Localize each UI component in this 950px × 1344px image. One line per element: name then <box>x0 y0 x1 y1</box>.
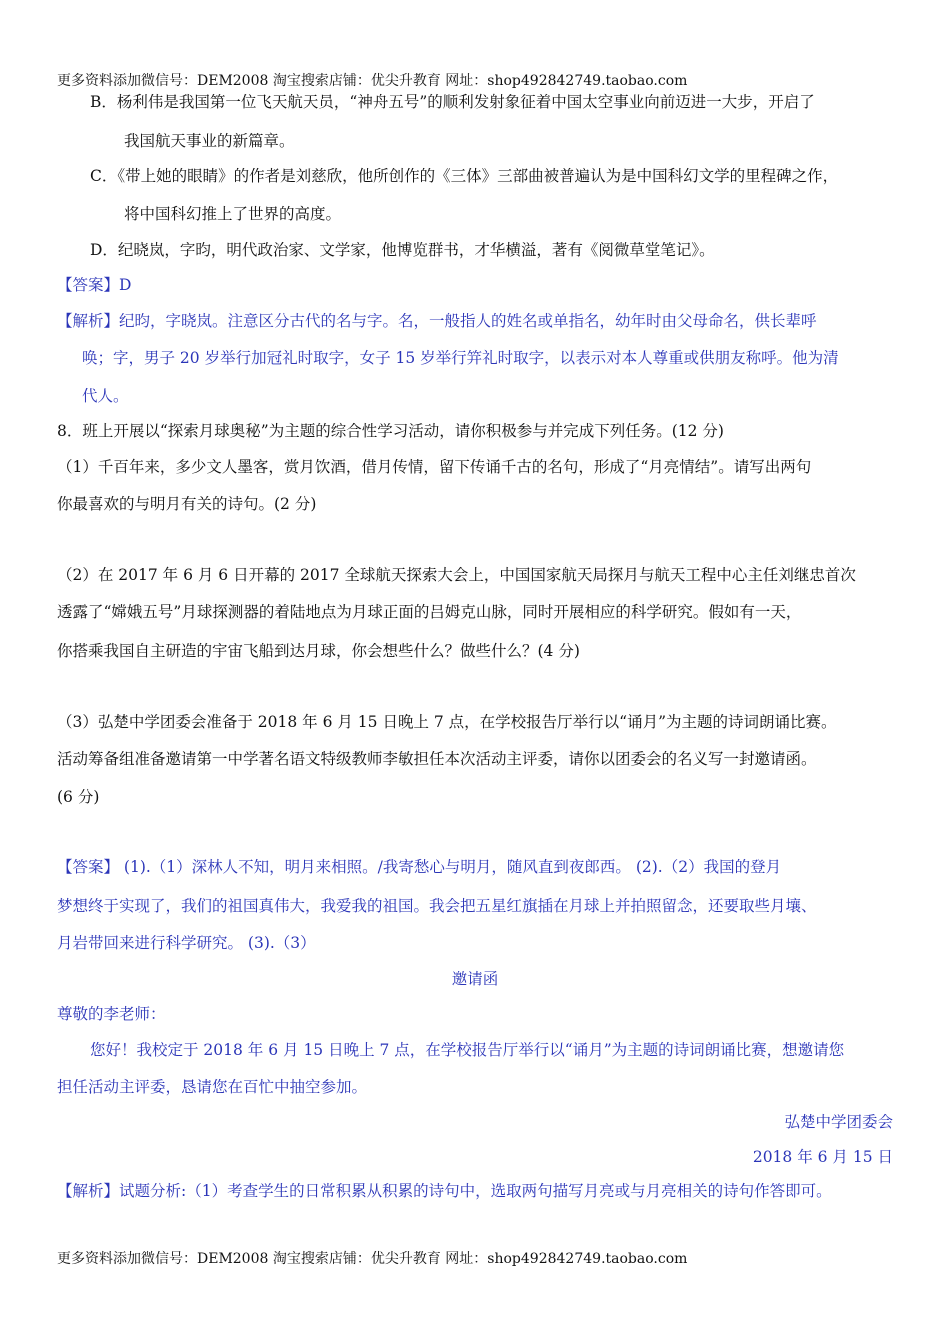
option-d: D．纪晓岚，字昀，明代政治家、文学家，他博览群书，才华横溢，著有《阅微草堂笔记》。 <box>90 241 715 259</box>
letter-date: 2018 年 6 月 15 日 <box>752 1148 893 1166</box>
q8-analysis: 【解析】试题分析:（1）考查学生的日常积累从积累的诗句中，选取两句描写月亮或与月亮相关的诗句作答即可。 <box>57 1182 832 1200</box>
option-c-line1: C．《带上她的眼睛》的作者是刘慈欣，他所创作的《三体》三部曲被普遍认为是中国科幻文学的里程碑之作， <box>90 167 839 185</box>
q8-answer-line1: 【答案】 (1).（1）深林人不知，明月来相照。/我寄愁心与明月，随风直到夜郎西。 (2).（2）我国的登月 <box>57 858 782 876</box>
letter-signature: 弘楚中学团委会 <box>784 1113 893 1131</box>
q8-part2-line1: （2）在 2017 年 6 月 6 日开幕的 2017 全球航天探索大会上，中国国家航天局探月与航天工程中心主任刘继忠首次 <box>57 566 856 584</box>
page-header: 更多资料添加微信号：DEM2008 淘宝搜索店铺：优尖升教育 网址：shop492842749.taobao.com <box>57 73 688 89</box>
letter-body-line1: 您好！我校定于 2018 年 6 月 15 日晚上 7 点，在学校报告厅举行以“诵月”为主题的诗词朗诵比赛，想邀请您 <box>90 1041 845 1059</box>
q8-title: 8．班上开展以“探索月球奥秘”为主题的综合性学习活动，请你积极参与并完成下列任务。(12 分) <box>57 422 724 440</box>
q7-analysis-line1: 【解析】纪昀，字晓岚。注意区分古代的名与字。名，一般指人的姓名或单指名，幼年时由父母命名，供长辈呼 <box>57 312 817 330</box>
q7-analysis-line3: 代人。 <box>82 387 129 405</box>
page-footer: 更多资料添加微信号：DEM2008 淘宝搜索店铺：优尖升教育 网址：shop492842749.taobao.com <box>57 1251 688 1267</box>
q8-part1-line1: （1）千百年来，多少文人墨客，赏月饮酒，借月传情，留下传诵千古的名句，形成了“月亮情结”。请写出两句 <box>57 458 812 476</box>
q7-analysis-line2: 唤；字，男子 20 岁举行加冠礼时取字，女子 15 岁举行笄礼时取字，以表示对本人尊重或供朋友称呼。他为清 <box>82 349 839 367</box>
letter-body-line2: 担任活动主评委，恳请您在百忙中抽空参加。 <box>57 1078 368 1096</box>
q8-part2-line2: 透露了“嫦娥五号”月球探测器的着陆地点为月球正面的吕姆克山脉，同时开展相应的科学研究。假如有一天， <box>57 603 802 621</box>
q8-part1-line2: 你最喜欢的与明月有关的诗句。(2 分) <box>57 495 317 513</box>
letter-title: 邀请函 <box>451 970 499 988</box>
option-c-line2: 将中国科幻推上了世界的高度。 <box>124 205 342 223</box>
q7-answer: 【答案】D <box>57 276 132 294</box>
option-b-line1: B．杨利伟是我国第一位飞天航天员，“神舟五号”的顺利发射象征着中国太空事业向前迈进一大步，开启了 <box>90 93 815 111</box>
q8-part2-line3: 你搭乘我国自主研造的宇宙飞船到达月球，你会想些什么？做些什么？(4 分) <box>57 642 580 660</box>
q8-part3-line2: 活动筹备组准备邀请第一中学著名语文特级教师李敏担任本次活动主评委，请你以团委会的名义写一封邀请函。 <box>57 750 817 768</box>
q8-part3-line3: (6 分) <box>57 788 100 806</box>
q8-answer-line2: 梦想终于实现了，我们的祖国真伟大，我爱我的祖国。我会把五星红旗插在月球上并拍照留念，还要取些月壤、 <box>57 897 817 915</box>
q8-answer-line3: 月岩带回来进行科学研究。 (3).（3） <box>57 934 316 952</box>
q8-part3-line1: （3）弘楚中学团委会准备于 2018 年 6 月 15 日晚上 7 点，在学校报告厅举行以“诵月”为主题的诗词朗诵比赛。 <box>57 713 837 731</box>
letter-greeting: 尊敬的李老师： <box>57 1005 166 1023</box>
option-b-line2: 我国航天事业的新篇章。 <box>124 132 295 150</box>
